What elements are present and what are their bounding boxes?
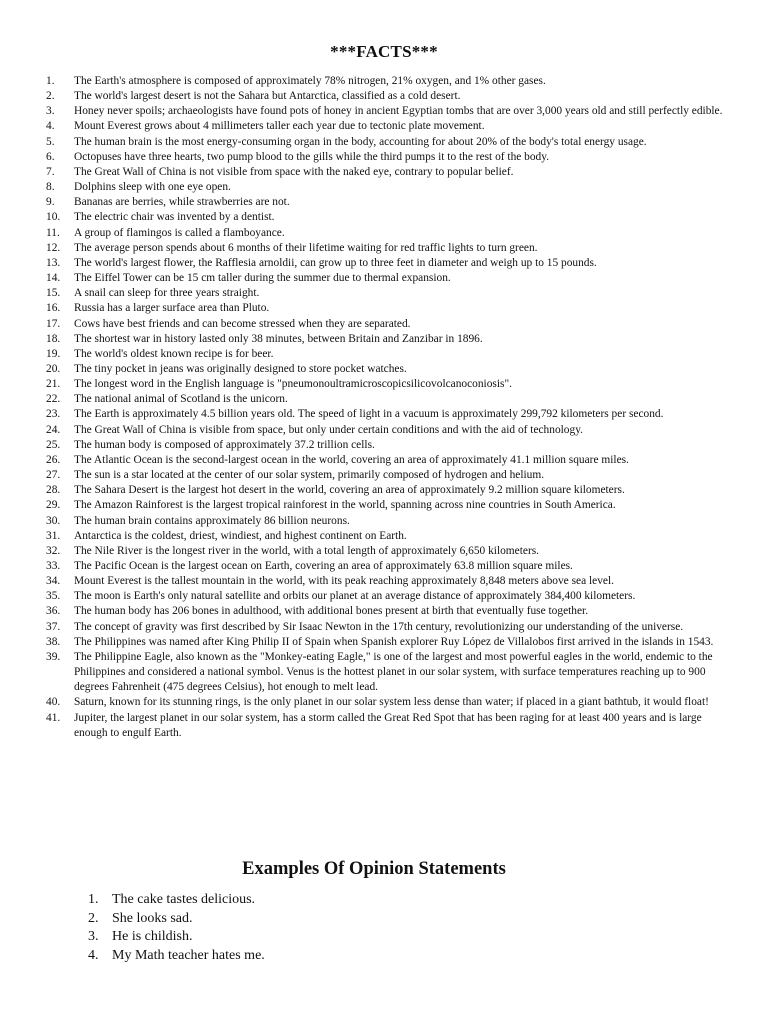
list-item-text: The cake tastes delicious. (112, 892, 256, 907)
fact-item (0, 256, 768, 271)
fact-item (0, 286, 768, 301)
list-item-number: 15. (46, 287, 61, 300)
fact-item (0, 620, 768, 635)
list-item-number: 38. (46, 635, 61, 648)
list-item-number: 1. (46, 75, 55, 87)
list-item-text: Dolphins sleep with one eye open. (74, 181, 231, 194)
list-item-number: 9. (46, 196, 55, 209)
opinion-item (0, 928, 768, 947)
fact-item (0, 483, 768, 498)
list-item-text: Mount Everest grows about 4 millimeters taller each year due to tectonic plate movement. (74, 120, 485, 133)
list-item-text: A group of flamingos is called a flamboyance. (74, 226, 285, 239)
list-item-number: 32. (46, 544, 61, 557)
opinion-heading: Examples Of Opinion Statements (242, 859, 506, 879)
list-item-text: Jupiter, the largest planet in our solar system, has a storm called the Great Red Spot that has been raging for at least 400 years and is large enough to engulf Earth. (74, 711, 702, 739)
list-item-number: 19. (46, 347, 61, 360)
list-item-text: The human body is composed of approximately 37.2 trillion cells. (74, 438, 375, 451)
fact-item (0, 529, 768, 544)
list-item-text: The Eiffel Tower can be 15 cm taller during the summer due to thermal expansion. (74, 272, 451, 285)
fact-item (0, 438, 768, 453)
list-item-number: 2. (46, 90, 55, 103)
list-item-number: 29. (46, 499, 61, 512)
fact-item (0, 468, 768, 483)
fact-item (0, 589, 768, 604)
list-item-number: 41. (46, 711, 61, 724)
list-item-text: The Great Wall of China is visible from space, but only under certain conditions and with the aid of technology. (74, 423, 584, 436)
fact-item (0, 392, 768, 407)
opinion-list (0, 891, 768, 965)
list-item-text: The Pacific Ocean is the largest ocean on Earth, covering an area of approximately 63.8 million square miles. (74, 560, 573, 572)
fact-item (0, 150, 768, 165)
list-item-text: Honey never spoils; archaeologists have found pots of honey in ancient Egyptian tombs that are over 3,000 years old and still perfectly edible. (74, 105, 723, 118)
list-item-number: 10. (46, 211, 61, 224)
fact-item (0, 332, 768, 347)
list-item-text: Mount Everest is the tallest mountain in the world, with its peak reaching approximately 8,848 meters above sea level. (74, 575, 614, 588)
fact-item (0, 635, 768, 650)
fact-item (0, 695, 768, 710)
list-item-text: The national animal of Scotland is the unicorn. (74, 393, 288, 406)
fact-item (0, 650, 768, 695)
list-item-number: 22. (46, 393, 61, 406)
list-item-text: The sun is a star located at the center of our solar system, primarily composed of hydrogen and helium. (74, 469, 545, 482)
fact-item (0, 407, 768, 422)
list-item-text: The longest word in the English language is "pneumonoultramicroscopicsilicovolcanoconiosis". (74, 378, 512, 391)
list-item-number: 26. (46, 453, 61, 466)
list-item-text: The Earth's atmosphere is composed of approximately 78% nitrogen, 21% oxygen, and 1% other gases. (74, 75, 546, 87)
list-item-text: Russia has a larger surface area than Pluto. (74, 302, 270, 315)
list-item-text: The world's largest flower, the Rafflesia arnoldii, can grow up to three feet in diameter and weigh up to 15 pounds. (74, 256, 597, 269)
fact-item (0, 226, 768, 241)
list-item-text: A snail can sleep for three years straight. (74, 287, 260, 300)
list-item-text: The Amazon Rainforest is the largest tropical rainforest in the world, spanning across nine countries in South America. (74, 499, 616, 512)
list-item-text: Octopuses have three hearts, two pump blood to the gills while the third pumps it to the rest of the body. (74, 150, 550, 163)
list-item-number: 1. (88, 892, 99, 907)
list-item-number: 13. (46, 256, 61, 269)
list-item-number: 28. (46, 484, 61, 497)
list-item-number: 39. (46, 650, 61, 663)
list-item-number: 7. (46, 165, 55, 178)
fact-item (0, 135, 768, 150)
list-item-text: The Great Wall of China is not visible from space with the naked eye, contrary to popular belief. (74, 165, 514, 178)
fact-item (0, 544, 768, 559)
fact-item (0, 514, 768, 529)
list-item-text: The moon is Earth's only natural satellite and orbits our planet at an average distance of approximately 384,400 kilometers. (74, 590, 636, 603)
list-item-number: 33. (46, 560, 61, 572)
list-item-number: 12. (46, 241, 61, 254)
list-item-number: 17. (46, 317, 61, 330)
fact-item (0, 574, 768, 589)
list-item-text: The Sahara Desert is the largest hot desert in the world, covering an area of approximately 9.2 million square kilometers. (74, 484, 625, 497)
list-item-number: 4. (46, 120, 55, 133)
list-item-number: 3. (46, 105, 55, 118)
list-item-text: Bananas are berries, while strawberries are not. (74, 196, 290, 209)
list-item-number: 5. (46, 135, 55, 148)
fact-item (0, 377, 768, 392)
opinion-item (0, 910, 768, 929)
list-item-number: 11. (46, 226, 60, 239)
list-item-number: 23. (46, 408, 61, 421)
list-item-text: The Nile River is the longest river in the world, with a total length of approximately 6,650 kilometers. (74, 544, 540, 557)
list-item-text: Cows have best friends and can become stressed when they are separated. (74, 317, 411, 330)
opinion-item (0, 947, 768, 966)
list-item-number: 20. (46, 362, 61, 375)
fact-item (0, 423, 768, 438)
list-item-text: My Math teacher hates me. (112, 947, 265, 963)
facts-list (0, 74, 768, 741)
list-item-number: 37. (46, 620, 61, 633)
list-item-number: 2. (88, 910, 99, 926)
fact-item (0, 271, 768, 286)
list-item-number: 35. (46, 590, 61, 603)
list-item-text: The electric chair was invented by a dentist. (74, 211, 275, 224)
opinion-item (0, 891, 768, 910)
list-item-number: 8. (46, 181, 55, 194)
fact-item (0, 362, 768, 377)
list-item-text: The Philippines was named after King Philip II of Spain when Spanish explorer Ruy López de Villalobos first arrived in the islands in 1543. (74, 635, 714, 648)
list-item-text: The Earth is approximately 4.5 billion years old. The speed of light in a vacuum is approximately 299,792 kilometers per second. (74, 408, 664, 421)
list-item-number: 30. (46, 514, 61, 527)
fact-item (0, 317, 768, 332)
fact-item (0, 347, 768, 362)
list-item-number: 40. (46, 696, 61, 709)
list-item-text: She looks sad. (112, 910, 193, 926)
list-item-number: 21. (46, 378, 61, 391)
list-item-text: The concept of gravity was first described by Sir Isaac Newton in the 17th century, revolutionizing our understanding of the universe. (74, 620, 684, 633)
fact-item (0, 119, 768, 134)
list-item-number: 4. (88, 947, 99, 963)
fact-item (0, 180, 768, 195)
list-item-text: The world's oldest known recipe is for beer. (74, 347, 274, 360)
list-item-text: The human body has 206 bones in adulthood, with additional bones present at birth that eventually fuse together. (74, 605, 589, 618)
fact-item (0, 301, 768, 316)
list-item-number: 16. (46, 302, 61, 315)
fact-item (0, 604, 768, 619)
list-item-text: The tiny pocket in jeans was originally designed to store pocket watches. (74, 362, 407, 375)
fact-item (0, 498, 768, 513)
facts-heading: ***FACTS*** (330, 42, 438, 61)
list-item-number: 27. (46, 469, 61, 482)
fact-item (0, 89, 768, 104)
list-item-text: The average person spends about 6 months of their lifetime waiting for red traffic lights to turn green. (74, 241, 538, 254)
fact-item (0, 453, 768, 468)
list-item-text: Antarctica is the coldest, driest, windiest, and highest continent on Earth. (74, 529, 407, 542)
fact-item (0, 711, 768, 741)
list-item-text: The Philippine Eagle, also known as the "Monkey-eating Eagle," is one of the largest and most powerful eagles in the world, endemic to the Philippines and considered a national symbol. Venus is the hottest planet in our solar system, with surface temperatures reaching up to 900 degrees Fahrenheit (475 degrees Celsius), hot enough to melt lead. (74, 650, 713, 694)
fact-item (0, 74, 768, 89)
list-item-number: 3. (88, 929, 99, 945)
list-item-number: 36. (46, 605, 61, 618)
list-item-number: 18. (46, 332, 61, 345)
list-item-number: 34. (46, 575, 61, 588)
list-item-number: 14. (46, 272, 61, 285)
list-item-number: 6. (46, 150, 55, 163)
list-item-text: The world's largest desert is not the Sahara but Antarctica, classified as a cold desert. (74, 90, 461, 103)
list-item-text: The human brain contains approximately 86 billion neurons. (74, 514, 350, 527)
fact-item (0, 104, 768, 119)
list-item-text: Saturn, known for its stunning rings, is the only planet in our solar system less dense than water; if placed in a giant bathtub, it would float! (74, 696, 709, 709)
list-item-text: The shortest war in history lasted only 38 minutes, between Britain and Zanzibar in 1896. (74, 332, 483, 345)
fact-item (0, 195, 768, 210)
list-item-number: 31. (46, 529, 61, 542)
list-item-number: 25. (46, 438, 61, 451)
list-item-text: The human brain is the most energy-consuming organ in the body, accounting for about 20% of the body's total energy usage. (74, 135, 647, 148)
fact-item (0, 210, 768, 225)
list-item-text: The Atlantic Ocean is the second-largest ocean in the world, covering an area of approximately 41.1 million square miles. (74, 453, 629, 466)
list-item-text: He is childish. (112, 929, 193, 945)
fact-item (0, 241, 768, 256)
fact-item (0, 165, 768, 180)
list-item-number: 24. (46, 423, 61, 436)
fact-item (0, 559, 768, 574)
